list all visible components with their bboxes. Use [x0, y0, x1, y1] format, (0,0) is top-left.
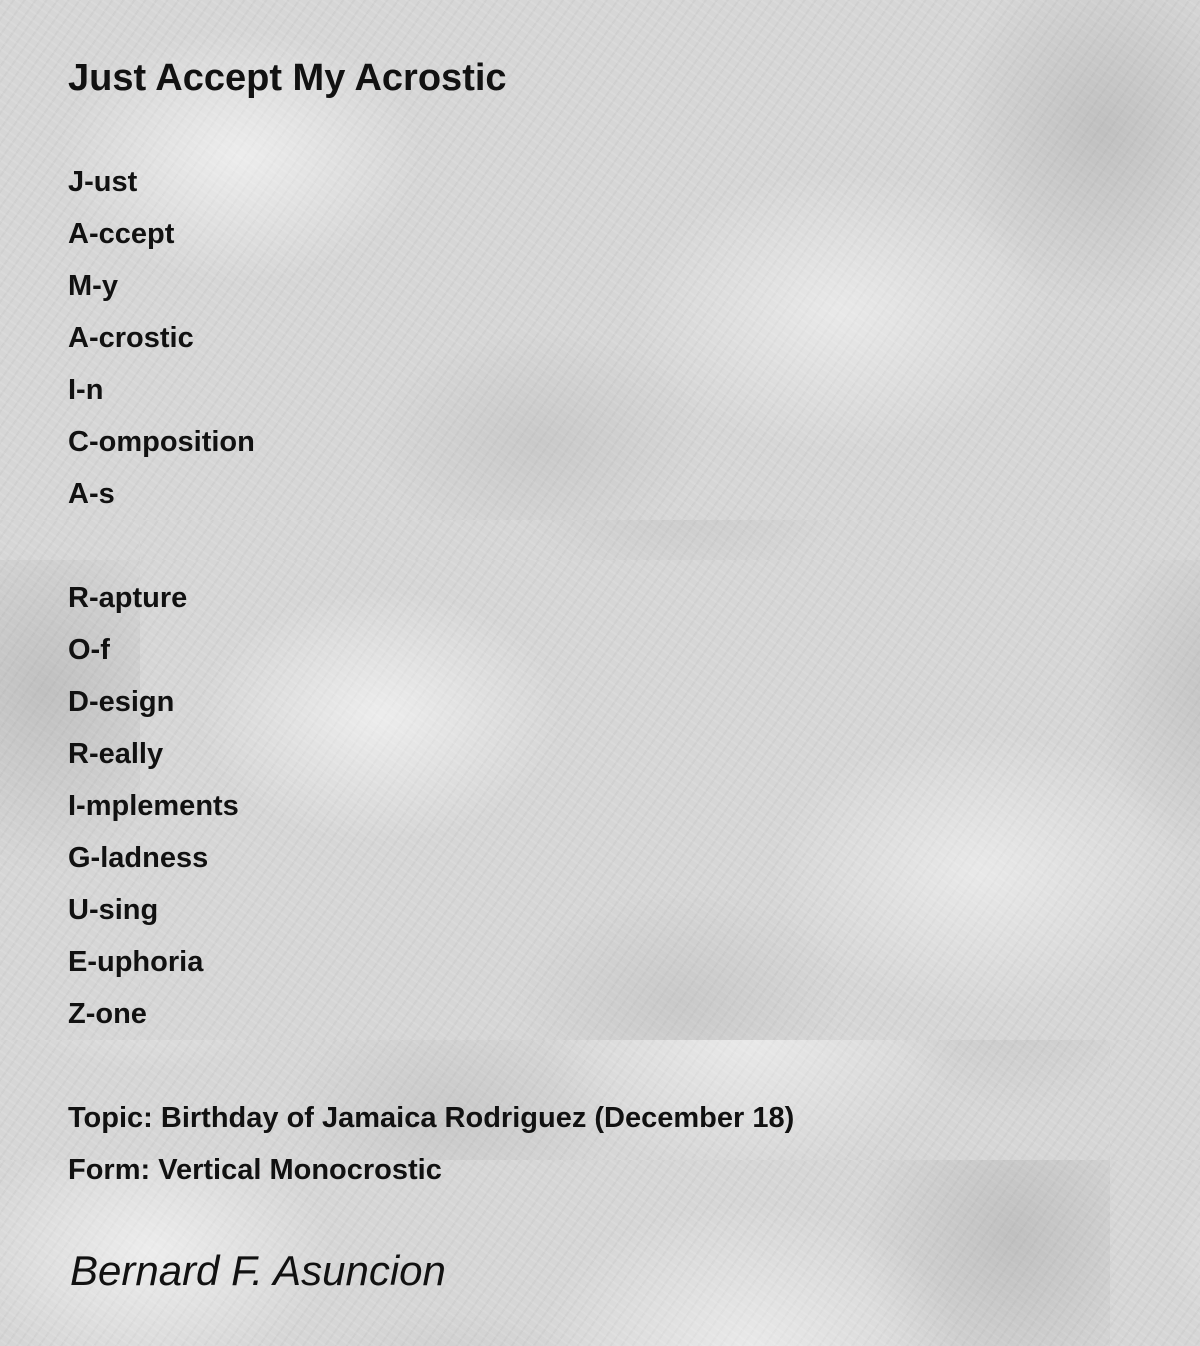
stanza-2: [68, 572, 239, 1040]
poem-author: Bernard F. Asuncion: [70, 1247, 446, 1294]
poem-line: G-ladness: [68, 842, 209, 874]
poem-line: I-mplements: [68, 790, 239, 822]
poem-line: U-sing: [68, 894, 159, 926]
poem-line: R-apture: [68, 582, 188, 614]
poem-line: I-n: [68, 374, 104, 406]
poem-line: R-eally: [68, 738, 164, 770]
poem-line: A-crostic: [68, 322, 194, 354]
poem-line: J-ust: [68, 166, 138, 198]
poem-line: D-esign: [68, 686, 175, 718]
poem-form: Form: Vertical Monocrostic: [68, 1154, 442, 1186]
poem-line: M-y: [68, 270, 118, 302]
poem-topic: Topic: Birthday of Jamaica Rodriguez (December 18): [68, 1102, 795, 1134]
poem-line: E-uphoria: [68, 946, 204, 978]
poem-line: A-ccept: [68, 218, 175, 250]
poem-notes: [68, 1092, 794, 1196]
poem-title: Just Accept My Acrostic: [68, 57, 507, 99]
poem-line: Z-one: [68, 998, 147, 1030]
poem-line: A-s: [68, 478, 115, 510]
poem-line: O-f: [68, 634, 110, 666]
stanza-1: [68, 156, 255, 520]
poem-line: C-omposition: [68, 426, 255, 458]
